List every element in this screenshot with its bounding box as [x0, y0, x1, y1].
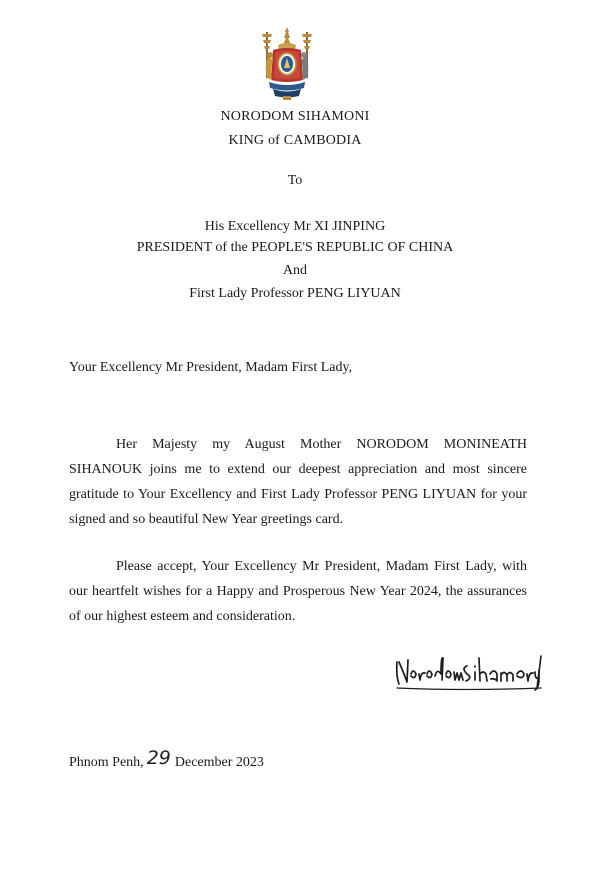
recipient-line-4: First Lady Professor PENG LIYUAN	[189, 286, 401, 301]
date-month-year: December 2023	[174, 755, 264, 770]
salutation: Your Excellency Mr President, Madam First Lady,	[69, 360, 353, 375]
sender-name: NORODOM SIHAMONI	[220, 109, 370, 124]
date-place: Phnom Penh,	[69, 755, 144, 770]
to-label: To	[287, 173, 303, 188]
recipient-line-1: His Excellency Mr XI JINPING	[204, 219, 386, 234]
sender-title: KING of CAMBODIA	[228, 133, 362, 148]
date-day: 29	[146, 747, 171, 769]
body-paragraph-2: Please accept, Your Excellency Mr President, Madam First Lady, with our heartfelt wishes for a Happy and Prosperous New Year 2024, the assurances of our highest esteem and consideration.	[69, 559, 527, 624]
signature-icon	[391, 648, 547, 694]
royal-coat-of-arms-icon	[259, 26, 315, 102]
body-paragraph-1: Her Majesty my August Mother NORODOM MONINEATH SIHANOUK joins me to extend our deepest appreciation and most sincere gratitude to Your Excellency and First Lady Professor PENG LIYUAN for your signed and so beautiful New Year greetings card.	[69, 437, 527, 527]
recipient-line-2: PRESIDENT of the PEOPLE'S REPUBLIC OF CHINA	[136, 240, 454, 255]
dateline	[69, 747, 264, 772]
recipient-line-3: And	[282, 263, 308, 278]
